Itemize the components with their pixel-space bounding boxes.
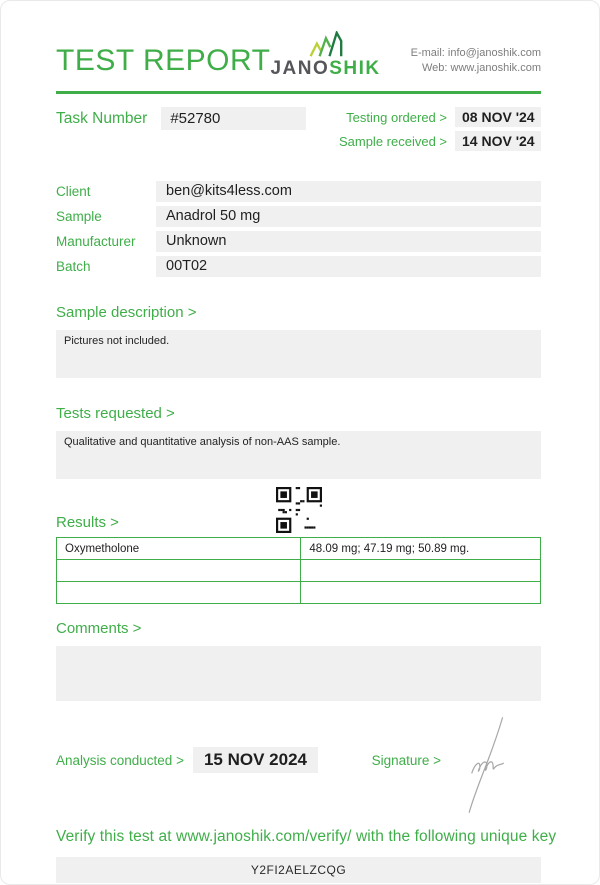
- results-row-3: [57, 582, 541, 604]
- info-row-manufacturer: [56, 231, 541, 252]
- batch-value: 00T02: [156, 256, 541, 277]
- sample-received-label: Sample received >: [338, 133, 447, 149]
- testing-ordered-row: [339, 107, 541, 127]
- janoshik-logo: [270, 31, 380, 78]
- result-analyte-2: [57, 560, 301, 582]
- signature-image: [457, 747, 513, 773]
- result-analyte-3: [57, 582, 301, 604]
- results-header-row: [56, 485, 541, 535]
- dates-group: [339, 107, 541, 151]
- client-value: ben@kits4less.com: [156, 181, 541, 202]
- contact-email: E-mail: info@janoshik.com: [410, 47, 541, 59]
- report-header: [56, 31, 541, 78]
- logo-text-jano: JANO: [270, 58, 330, 79]
- sample-value: Anadrol 50 mg: [156, 206, 541, 227]
- results-header: Results >: [56, 514, 119, 531]
- results-table: [56, 537, 541, 604]
- sample-description-header: Sample description >: [56, 304, 197, 321]
- growth-chart-icon: [307, 31, 345, 58]
- sample-info-section: [56, 181, 541, 277]
- logo-text-shik: SHIK: [329, 58, 381, 79]
- info-row-batch: [56, 256, 541, 277]
- task-number-label: Task Number: [56, 109, 148, 127]
- task-number-group: [56, 107, 306, 130]
- tests-requested-header: Tests requested >: [56, 405, 175, 422]
- analysis-signature-row: [56, 747, 541, 773]
- result-analyte-1: Oxymetholone: [57, 538, 301, 560]
- client-label: Client: [56, 184, 91, 199]
- task-number-value: #52780: [161, 107, 306, 130]
- comments-box: [56, 646, 541, 701]
- results-row-2: [57, 560, 541, 582]
- info-row-client: [56, 181, 541, 202]
- results-row-1: [57, 538, 541, 560]
- sample-received-row: [339, 131, 541, 151]
- signature-group: [372, 747, 513, 773]
- info-row-sample: [56, 206, 541, 227]
- analysis-conducted-date: 15 NOV 2024: [193, 747, 318, 773]
- sample-description-box: Pictures not included.: [56, 330, 541, 378]
- task-section: [56, 107, 541, 151]
- contact-block: [381, 46, 541, 78]
- manufacturer-label: Manufacturer: [56, 234, 136, 249]
- page-title: TEST REPORT: [56, 44, 271, 77]
- logo-wordmark: [270, 59, 380, 78]
- verify-text: Verify this test at www.janoshik.com/verify/ with the following unique key: [56, 828, 557, 845]
- sample-label: Sample: [56, 209, 102, 224]
- unique-key: Y2FI2AELZCQG: [56, 857, 541, 883]
- result-value-3: [301, 582, 541, 604]
- manufacturer-value: Unknown: [156, 231, 541, 252]
- header-divider: [56, 91, 541, 94]
- qr-code: [276, 487, 322, 533]
- testing-ordered-date: 08 NOV '24: [455, 107, 541, 127]
- result-value-2: [301, 560, 541, 582]
- testing-ordered-label: Testing ordered >: [346, 109, 447, 125]
- contact-web: Web: www.janoshik.com: [421, 62, 541, 74]
- result-value-1: 48.09 mg; 47.19 mg; 50.89 mg.: [301, 538, 541, 560]
- batch-label: Batch: [56, 259, 91, 274]
- sample-received-date: 14 NOV '24: [455, 131, 541, 151]
- signature-label: Signature >: [371, 752, 441, 768]
- analysis-conducted-label: Analysis conducted >: [56, 752, 184, 768]
- tests-requested-box: Qualitative and quantitative analysis of non-AAS sample.: [56, 431, 541, 479]
- comments-header: Comments >: [56, 620, 142, 637]
